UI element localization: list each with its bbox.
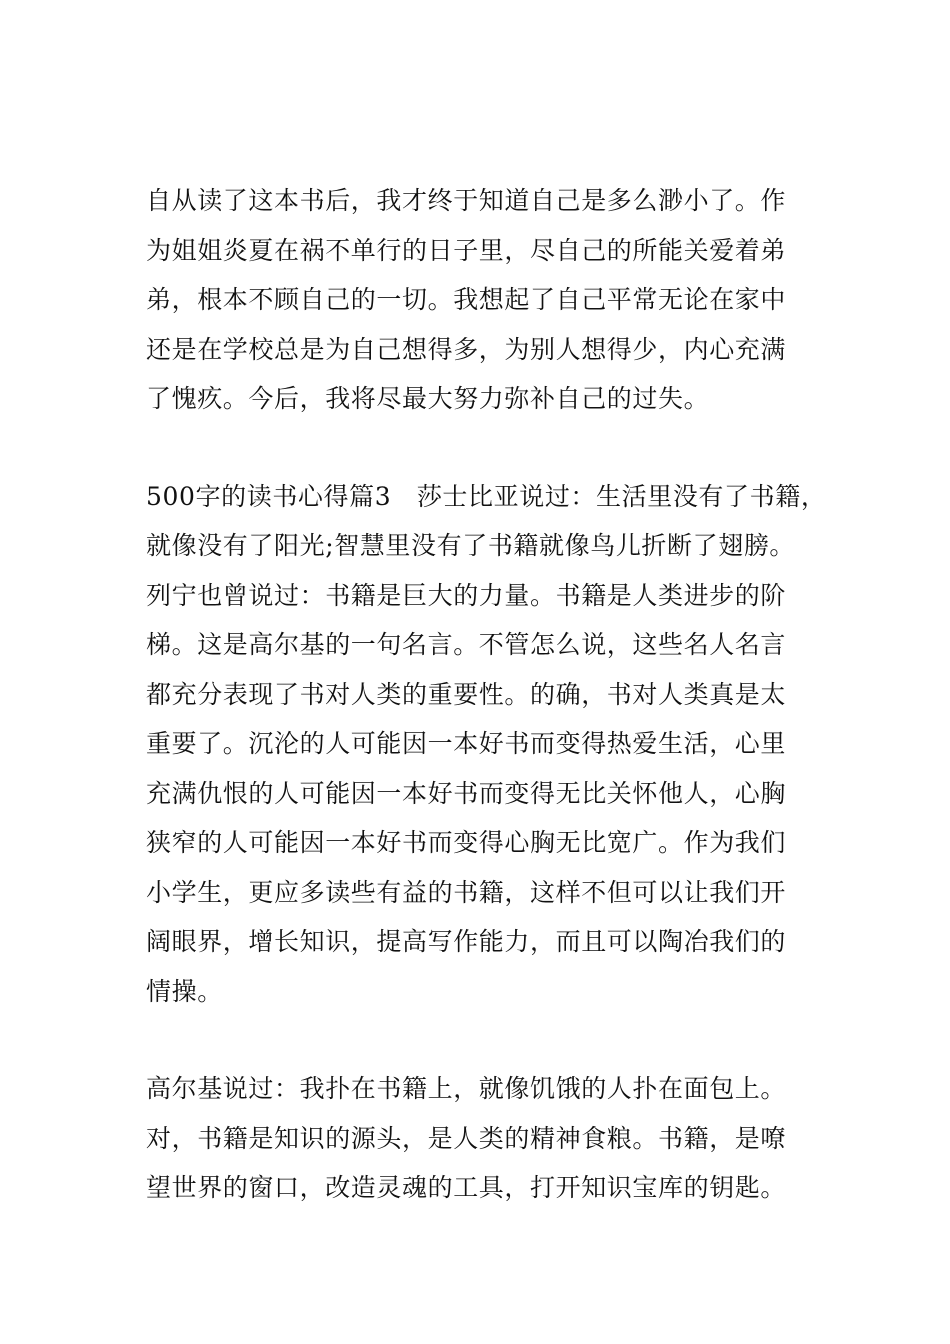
text-line: 为姐姐炎夏在祸不单行的日子里，尽自己的所能关爱着弟: [146, 235, 787, 265]
text-line: 对，书籍是知识的源头，是人类的精神食粮。书籍，是嘹: [146, 1123, 787, 1153]
text-line: 阔眼界，增长知识，提高写作能力，而且可以陶冶我们的: [146, 927, 787, 956]
text-line: 狭窄的人可能因一本好书而变得心胸无比宽广。作为我们: [146, 828, 787, 857]
text-line: 小学生，更应多读些有益的书籍，这样不但可以让我们开: [146, 877, 787, 907]
text-line: 弟，根本不顾自己的一切。我想起了自己平常无论在家中: [146, 285, 787, 314]
paragraph-gorky-quote: [146, 1064, 826, 1213]
text-line: 重要了。沉沦的人可能因一本好书而变得热爱生活，心里: [146, 729, 787, 758]
text-line: 梯。这是高尔基的一句名言。不管怎么说，这些名人名言: [146, 630, 787, 659]
text-line: 500字的读书心得篇3 莎士比亚说过：生活里没有了书籍，: [146, 481, 827, 511]
text-line: 还是在学校总是为自己想得多，为别人想得少，内心充满: [146, 334, 787, 364]
text-line: 充满仇恨的人可能因一本好书而变得无比关怀他人，心胸: [146, 778, 787, 808]
text-line: 列宁也曾说过：书籍是巨大的力量。书籍是人类进步的阶: [146, 580, 787, 610]
text-line: 了愧疚。今后，我将尽最大努力弥补自己的过失。: [146, 384, 710, 413]
text-line: 望世界的窗口，改造灵魂的工具，打开知识宝库的钥匙。: [146, 1173, 787, 1202]
text-line: 就像没有了阳光;智慧里没有了书籍就像鸟儿折断了翅膀。: [146, 531, 796, 560]
text-line: 高尔基说过：我扑在书籍上，就像饥饿的人扑在面包上。: [146, 1074, 787, 1103]
text-line: 情操。: [146, 976, 223, 1006]
paragraph-essay-3: [146, 472, 826, 1017]
text-line: 都充分表现了书对人类的重要性。的确，书对人类真是太: [146, 679, 787, 709]
paragraph-reflection: [146, 176, 826, 424]
document-body: [146, 176, 826, 1213]
text-line: 自从读了这本书后，我才终于知道自己是多么渺小了。作: [146, 186, 787, 215]
